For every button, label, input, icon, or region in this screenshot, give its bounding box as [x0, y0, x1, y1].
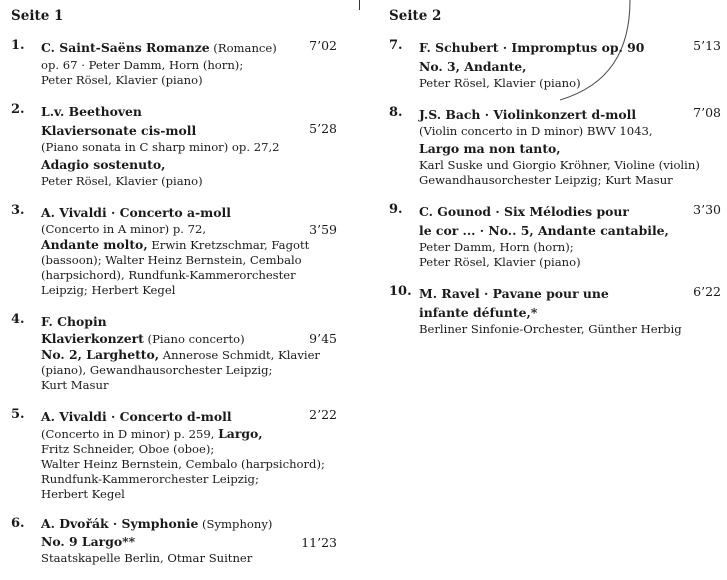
track-translation: (Romance) — [209, 41, 277, 55]
track-performer: Leipzig; Herbert Kegel — [41, 283, 176, 297]
track-1 — [11, 38, 337, 88]
track-number: 9. — [389, 202, 403, 217]
track-performer: Rundfunk-Kammerorchester Leipzig; — [41, 472, 259, 486]
track-performer: Kurt Masur — [41, 378, 109, 392]
track-composer: L.v. Beethoven — [41, 104, 142, 119]
track-4 — [11, 312, 337, 393]
track-title: J.S. Bach · Violinkonzert d-moll — [419, 107, 637, 122]
track-number: 2. — [11, 102, 25, 117]
track-movement: No. 2, Larghetto, — [41, 347, 160, 362]
track-performer: (harpsichord), Rundfunk-Kammerorchester — [41, 268, 296, 282]
track-translation: (Concerto in D minor) p. 259, — [41, 427, 219, 441]
track-performer: Peter Damm, Horn (horn); — [419, 240, 574, 254]
track-movement: Adagio sostenuto, — [41, 157, 166, 172]
track-number: 8. — [389, 105, 403, 120]
track-title: A. Vivaldi · Concerto d-moll — [41, 409, 232, 424]
track-number: 4. — [11, 312, 25, 327]
track-number: 7. — [389, 38, 403, 53]
track-movement: Largo, — [218, 426, 263, 441]
track-performer: Erwin Kretzschmar, Fagott — [147, 238, 310, 252]
track-translation: (Concerto in A minor) p. 72, — [41, 222, 207, 236]
track-movement: Largo ma non tanto, — [419, 141, 561, 156]
track-duration: 5’13 — [693, 38, 721, 53]
track-number: 10. — [389, 284, 412, 299]
track-translation: (Piano sonata in C sharp minor) op. 27,2 — [41, 140, 280, 154]
track-title: C. Saint-Saëns Romanze — [41, 40, 210, 55]
track-performer: Annerose Schmidt, Klavier — [159, 348, 320, 362]
track-duration: 5’28 — [309, 121, 337, 136]
track-title: Klaviersonate cis-moll — [41, 123, 197, 138]
track-title: A. Dvořák · Symphonie — [41, 516, 199, 531]
track-performer: Staatskapelle Berlin, Otmar Suitner — [41, 551, 253, 565]
track-performer: Karl Suske und Giorgio Kröhner, Violine (violin) — [419, 158, 700, 172]
track-8 — [389, 105, 721, 188]
track-translation: (Violin concerto in D minor) BWV 1043, — [419, 124, 653, 138]
track-title: A. Vivaldi · Concerto a-moll — [41, 205, 231, 220]
track-translation: (Piano concerto) — [143, 332, 245, 346]
track-performer: Fritz Schneider, Oboe (oboe); — [41, 442, 215, 456]
track-performer: (bassoon); Walter Heinz Bernstein, Cembalo — [41, 253, 302, 267]
track-9 — [389, 202, 721, 270]
track-duration: 11’23 — [301, 535, 337, 550]
track-title: M. Ravel · Pavane pour une — [419, 286, 609, 301]
side-2-column — [389, 8, 721, 351]
track-movement: No. 9 Largo** — [41, 534, 136, 549]
track-2 — [11, 102, 337, 189]
track-performer: Peter Rösel, Klavier (piano) — [41, 174, 203, 188]
track-duration: 6’22 — [693, 284, 721, 299]
track-performer: Gewandhausorchester Leipzig; Kurt Masur — [419, 173, 673, 187]
track-duration: 3’59 — [309, 222, 337, 237]
track-performer: Walter Heinz Bernstein, Cembalo (harpsichord); — [41, 457, 325, 471]
track-detail: op. 67 · Peter Damm, Horn (horn); — [41, 58, 244, 72]
track-number: 3. — [11, 203, 25, 218]
track-title: Klavierkonzert — [41, 331, 144, 346]
track-duration: 9’45 — [309, 331, 337, 346]
track-3 — [11, 203, 337, 298]
track-number: 1. — [11, 38, 25, 53]
track-6 — [11, 516, 337, 566]
track-movement: le cor ... · No.. 5, Andante cantabile, — [419, 223, 669, 238]
track-movement: Andante molto, — [41, 237, 148, 252]
track-performer: Berliner Sinfonie-Orchester, Günther Herbig — [419, 322, 682, 336]
track-translation: (Symphony) — [198, 517, 273, 531]
track-title: C. Gounod · Six Mélodies pour — [419, 204, 629, 219]
track-performer: Peter Rösel, Klavier (piano) — [41, 73, 203, 87]
side-1-title: Seite 1 — [11, 8, 64, 24]
track-duration: 7’08 — [693, 105, 721, 120]
track-duration: 2’22 — [309, 407, 337, 422]
track-duration: 7’02 — [309, 38, 337, 53]
track-title: F. Schubert · Impromptus op. 90 — [419, 40, 645, 55]
track-number: 6. — [11, 516, 25, 531]
track-performer: Peter Rösel, Klavier (piano) — [419, 255, 581, 269]
track-5 — [11, 407, 337, 502]
track-7 — [389, 38, 721, 91]
track-10 — [389, 284, 721, 337]
side-1-column — [11, 8, 337, 580]
track-number: 5. — [11, 407, 25, 422]
track-composer: F. Chopin — [41, 314, 107, 329]
track-performer: Peter Rösel, Klavier (piano) — [419, 76, 581, 90]
track-performer: (piano), Gewandhausorchester Leipzig; — [41, 363, 273, 377]
track-movement: infante défunte,* — [419, 305, 538, 320]
track-duration: 3’30 — [693, 202, 721, 217]
side-2-title: Seite 2 — [389, 8, 442, 24]
track-performer: Herbert Kegel — [41, 487, 125, 501]
track-movement: No. 3, Andante, — [419, 59, 527, 74]
center-tick-mark — [359, 0, 360, 10]
